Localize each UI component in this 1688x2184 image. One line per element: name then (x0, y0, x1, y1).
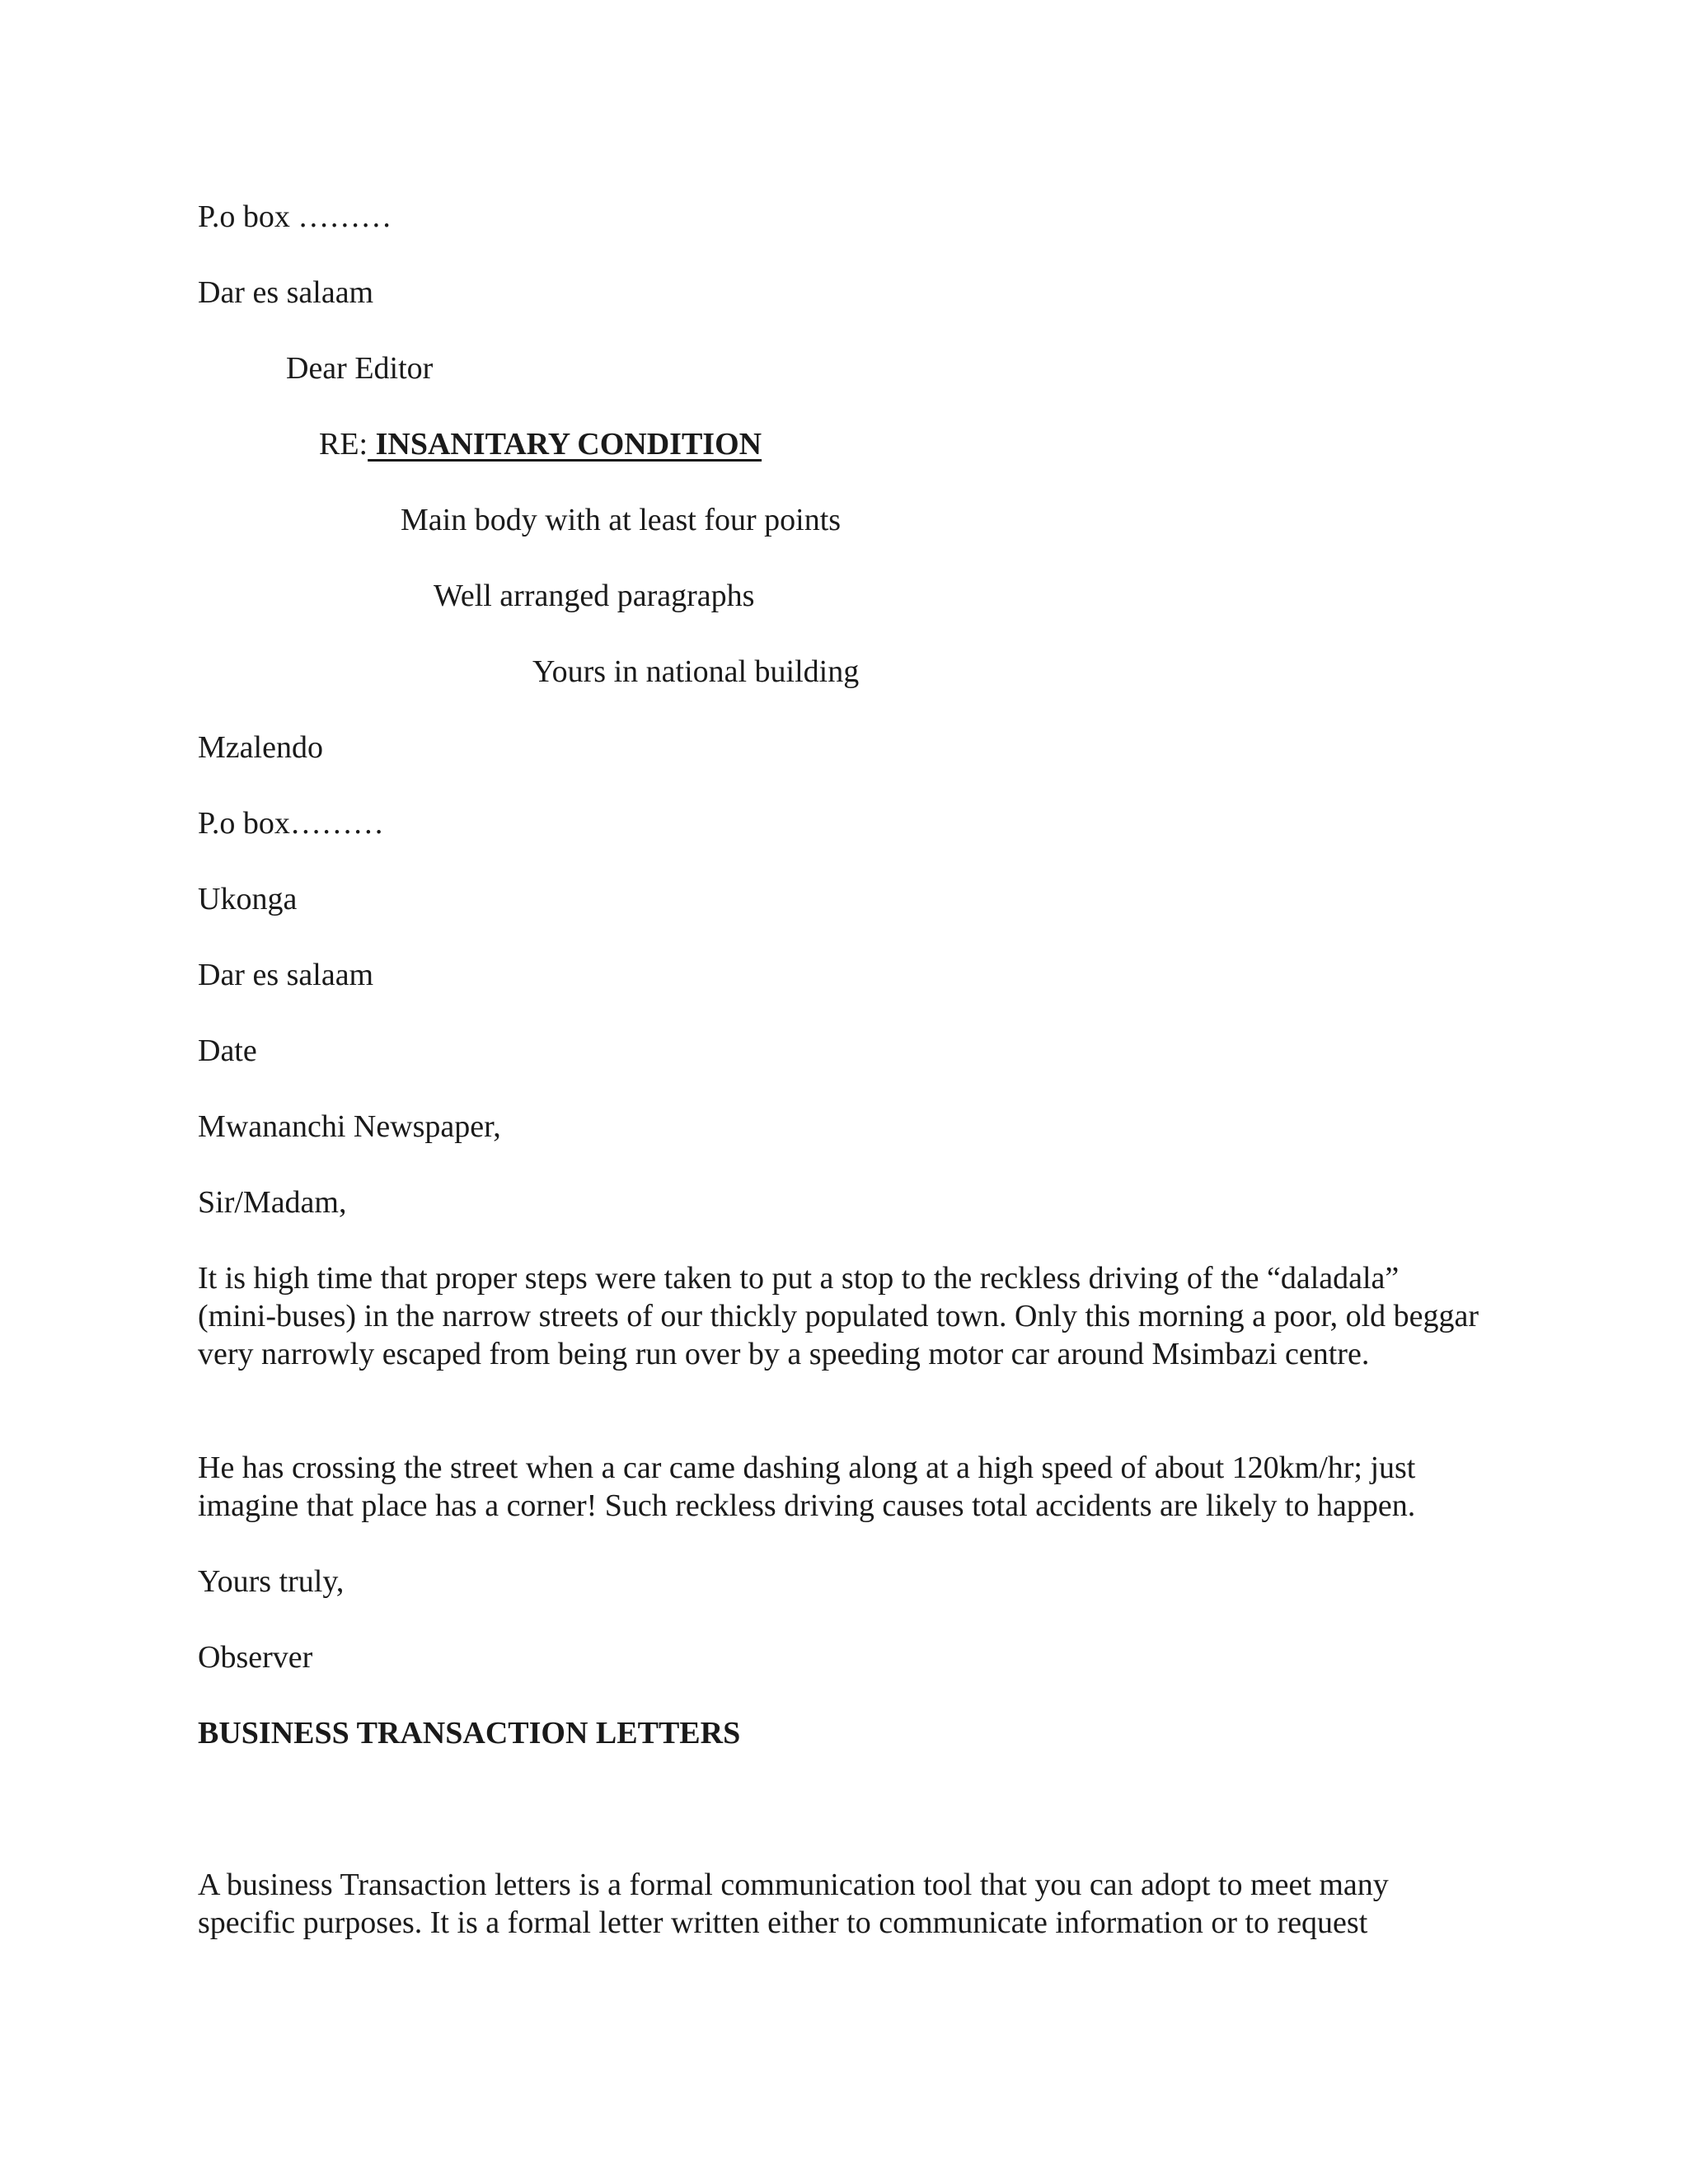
outline-closing: Yours in national building (532, 654, 860, 689)
closing: Yours truly, (198, 1564, 345, 1599)
writer-city: Dar es salaam (198, 958, 374, 992)
salutation: Sir/Madam, (198, 1185, 347, 1220)
writer-area: Ukonga (198, 882, 298, 916)
letter-date: Date (198, 1033, 257, 1068)
editor-salutation: Dear Editor (286, 351, 434, 386)
section-intro-paragraph: A business Transaction letters is a formal communication tool that you can adopt to meet many specific purposes. It is a formal letter written either to communicate information or to request (198, 1868, 1389, 1940)
sender-city: Dar es salaam (198, 275, 374, 310)
body-paragraph-1: It is high time that proper steps were taken to put a stop to the reckless driving of the “daladala” (mini-buses) in the narrow streets of our thickly populated town. Only this morning a poor, old beggar very narrowly escaped from being run over by a speeding motor car around Msimbazi centre. (198, 1261, 1479, 1371)
reference-prefix: RE: (319, 427, 368, 462)
reference-title: INSANITARY CONDITION (368, 427, 762, 462)
reference-line (319, 425, 762, 463)
outline-point-1: Main body with at least four points (401, 503, 842, 537)
signature-top: Mzalendo (198, 730, 323, 765)
writer-po-box: P.o box……… (198, 806, 384, 841)
signature: Observer (198, 1640, 313, 1675)
sender-po-box: P.o box ……… (198, 199, 392, 234)
body-paragraph-2: He has crossing the street when a car came dashing along at a high speed of about 120km/hr; just imagine that place has a corner! Such reckless driving causes total accidents are likely to happen. (198, 1451, 1416, 1523)
recipient: Mwananchi Newspaper, (198, 1109, 501, 1144)
section-heading: BUSINESS TRANSACTION LETTERS (198, 1716, 741, 1750)
outline-point-2: Well arranged paragraphs (434, 579, 755, 613)
